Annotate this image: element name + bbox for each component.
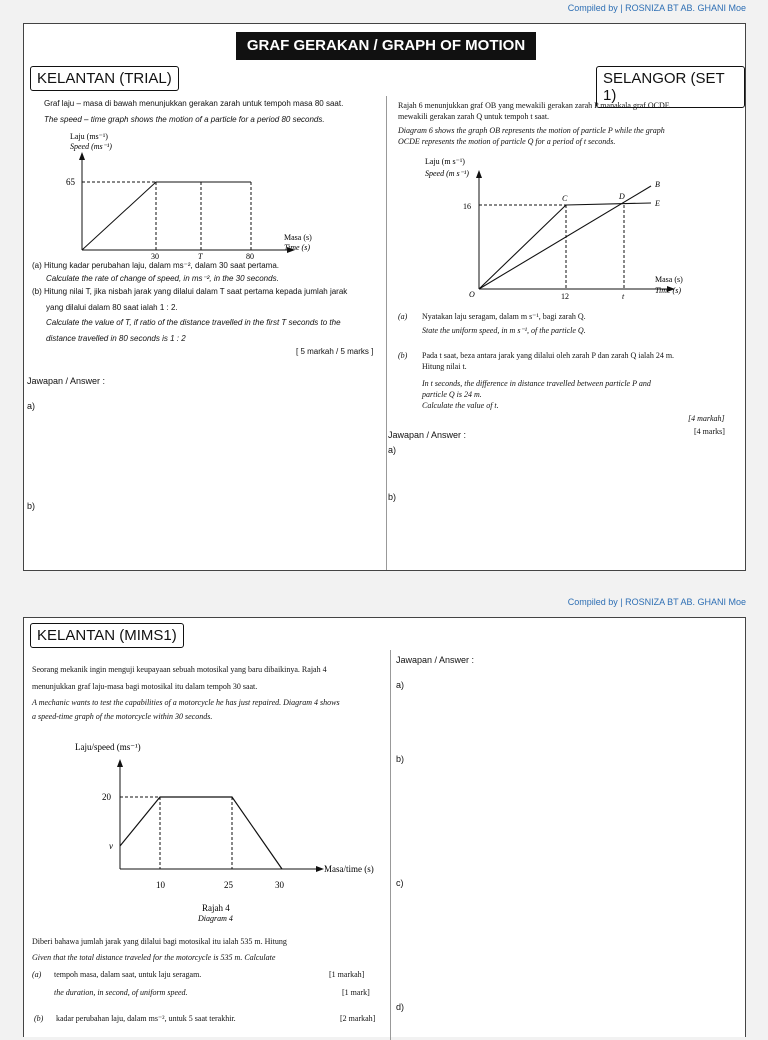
point-C: C	[562, 194, 568, 203]
question-b-malay-2: Hitung nilai t.	[422, 362, 467, 371]
given-malay: Diberi bahawa jumlah jarak yang dilalui bagi motosikal itu ialah 535 m. Hitung	[32, 937, 287, 946]
answer-d: d)	[396, 1002, 405, 1012]
y-label-malay: Laju (m s⁻¹)	[425, 157, 465, 166]
page-banner: GRAF GERAKAN / GRAPH OF MOTION	[236, 32, 536, 60]
speed-time-graph-mims	[32, 733, 374, 933]
worksheet-page-2	[23, 617, 746, 1037]
y-label-english: Speed (ms⁻¹)	[70, 142, 112, 151]
x-tick-10: 10	[156, 880, 165, 890]
question-b-english-3: Calculate the value of t.	[422, 401, 499, 410]
question-a-label: (a)	[32, 970, 42, 979]
speed-time-graph-selangor	[419, 152, 719, 312]
answer-heading-left: Jawapan / Answer :	[27, 376, 106, 386]
y-tick-v: v	[109, 841, 113, 851]
question-b-english-2: distance travelled in 80 seconds is 1 : 2	[46, 334, 186, 343]
question-b-malay: kadar perubahan laju, dalam ms⁻², untuk 5 saat terakhir.	[56, 1014, 236, 1023]
answer-heading-right: Jawapan / Answer :	[388, 430, 467, 440]
marks-label: [ 5 markah / 5 marks ]	[296, 347, 374, 356]
y-label: Laju/speed (ms⁻¹)	[75, 742, 141, 752]
question-a-label: (a)	[398, 312, 408, 321]
x-tick-30: 30	[275, 880, 284, 890]
marks-malay: [4 markah]	[688, 414, 725, 423]
section-tag-kelantan-mims1: KELANTAN (MIMS1)	[30, 623, 184, 648]
question-b-english-1: Calculate the value of T, if ratio of the distance travelled in the first T seconds to the	[46, 318, 341, 327]
credit-text: Compiled by | ROSNIZA BT AB. GHANI Moe	[567, 3, 746, 13]
point-B: B	[655, 180, 660, 189]
x-label: Masa/time (s)	[324, 864, 374, 874]
question-b-label: (b)	[398, 351, 408, 360]
y-tick-20: 20	[102, 792, 111, 802]
worksheet-page-1	[23, 23, 746, 571]
intro-english: The speed – time graph shows the motion of a particle for a period 80 seconds.	[44, 115, 325, 124]
question-a-malay: Nyatakan laju seragam, dalam m s⁻¹, bagi zarah Q.	[422, 312, 586, 321]
question-a-malay: tempoh masa, dalam saat, untuk laju seragam.	[54, 970, 202, 979]
answer-a-right: a)	[388, 445, 397, 455]
y-tick-16: 16	[463, 202, 471, 211]
question-a-marks-english: [1 mark]	[342, 988, 370, 997]
speed-time-graph-trial	[44, 128, 344, 273]
x-label-english: Time (s)	[655, 286, 681, 295]
intro-malay-2: mewakili gerakan zarah Q untuk tempoh t saat.	[398, 112, 550, 121]
credit-text-2: Compiled by | ROSNIZA BT AB. GHANI Moe	[567, 597, 746, 607]
origin-O: O	[469, 290, 475, 299]
x-tick-80: 80	[246, 252, 254, 261]
answer-c: c)	[396, 878, 404, 888]
x-tick-t: t	[622, 292, 625, 301]
question-a-english: State the uniform speed, in m s⁻¹, of the particle Q.	[422, 326, 586, 335]
intro-english-2: a speed-time graph of the motorcycle within 30 seconds.	[32, 712, 213, 721]
point-D: D	[619, 192, 625, 201]
x-tick-25: 25	[224, 880, 233, 890]
caption-malay: Rajah 4	[202, 903, 230, 913]
intro-malay-1: Seorang mekanik ingin menguji keupayaan sebuah motosikal yang baru dibaikinya. Rajah 4	[32, 665, 327, 674]
x-label-malay: Masa (s)	[284, 233, 312, 242]
question-b-english-1: In t seconds, the difference in distance travelled between particle P and	[422, 379, 651, 388]
intro-malay-2: menunjukkan graf laju-masa bagi motosikal itu dalam tempoh 30 saat.	[32, 682, 258, 691]
question-b-label: (b)	[34, 1014, 44, 1023]
section-tag-kelantan-trial: KELANTAN (TRIAL)	[30, 66, 179, 91]
x-label-malay: Masa (s)	[655, 275, 683, 284]
intro-english-1: Diagram 6 shows the graph OB represents the motion of particle P while the graph	[398, 126, 665, 135]
x-tick-T: T	[198, 252, 203, 261]
answer-b-right: b)	[388, 492, 397, 502]
answer-a-left: a)	[27, 401, 36, 411]
question-b-marks-malay: [2 markah]	[340, 1014, 376, 1023]
question-b-english-2: particle Q is 24 m.	[422, 390, 482, 399]
answer-b: b)	[396, 754, 405, 764]
question-b-malay-1: (b) Hitung nilai T, jika nisbah jarak yang dilalui dalam T saat pertama kepada jumlah jarak	[32, 287, 348, 296]
intro-malay: Graf laju – masa di bawah menunjukkan gerakan zarah untuk tempoh masa 80 saat.	[44, 99, 344, 108]
answer-heading: Jawapan / Answer :	[396, 655, 475, 665]
x-label-english: Time (s)	[284, 243, 310, 252]
question-a-marks-malay: [1 markah]	[329, 970, 365, 979]
y-label-malay: Laju (ms⁻¹)	[70, 132, 108, 141]
question-a-english: the duration, in second, of uniform speed.	[54, 988, 188, 997]
question-b-malay-2: yang dilalui dalam 80 saat ialah 1 : 2.	[46, 303, 178, 312]
marks-english: [4 marks]	[694, 427, 725, 436]
answer-a: a)	[396, 680, 405, 690]
answer-b-left: b)	[27, 501, 36, 511]
section-tag-selangor-set1: SELANGOR (SET 1)	[596, 66, 745, 108]
point-E: E	[655, 199, 660, 208]
caption-english: Diagram 4	[198, 914, 233, 923]
intro-english-2: OCDE represents the motion of particle Q for a period of t seconds.	[398, 137, 616, 146]
x-tick-30: 30	[151, 252, 159, 261]
intro-english-1: A mechanic wants to test the capabilities of a motorcycle he has just repaired. Diagram 4 shows	[32, 698, 340, 707]
intro-malay-1: Rajah 6 menunjukkan graf OB yang mewakili gerakan zarah P manakala graf OCDE	[398, 101, 670, 110]
y-tick-65: 65	[66, 177, 75, 187]
given-english: Given that the total distance traveled for the motorcycle is 535 m. Calculate	[32, 953, 276, 962]
question-a-english: Calculate the rate of change of speed, in ms⁻², in the 30 seconds.	[46, 274, 279, 283]
question-b-malay-1: Pada t saat, beza antara jarak yang dilalui oleh zarah P dan zarah Q ialah 24 m.	[422, 351, 675, 360]
question-a-malay: (a) Hitung kadar perubahan laju, dalam ms⁻², dalam 30 saat pertama.	[32, 261, 280, 270]
x-tick-12: 12	[561, 292, 569, 301]
y-label-english: Speed (m s⁻¹)	[425, 169, 469, 178]
